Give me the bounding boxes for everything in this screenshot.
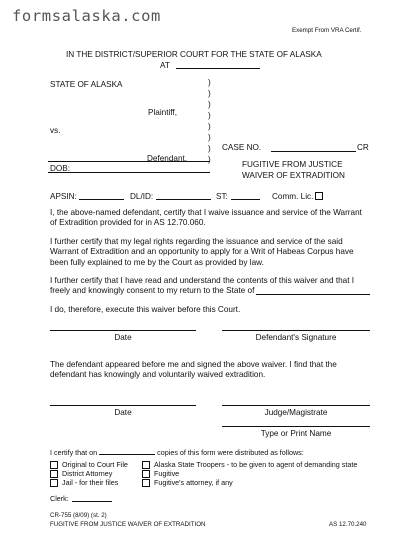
checkbox-fugitive[interactable] xyxy=(142,470,150,478)
distribution-intro-b: copies of this form were distributed as follows: xyxy=(157,448,304,457)
form-title-line1: FUGITIVE FROM JUSTICE xyxy=(242,160,343,169)
checkbox-district-attorney[interactable] xyxy=(50,470,58,478)
paragraph-appearance-line1: The defendant appeared before me and signed the above waiver. I find that the xyxy=(50,360,337,369)
clerk-field[interactable] xyxy=(72,501,112,502)
dob-label: DOB: xyxy=(50,164,71,173)
judge-label: Judge/Magistrate xyxy=(264,408,328,417)
paragraph-waiver xyxy=(50,208,370,229)
state-of-alaska: STATE OF ALASKA xyxy=(50,80,123,89)
st-field[interactable] xyxy=(231,199,260,200)
clerk-label: Clerk: xyxy=(50,494,69,503)
judge-signature-field[interactable] xyxy=(222,405,370,406)
case-no-field[interactable] xyxy=(271,151,356,152)
paragraph-waiver-line1: I, the above-named defendant, certify that I waive issuance and service of the Warrant xyxy=(50,208,362,217)
paragraph-consent-line2: freely and knowingly consent to my return to the State of xyxy=(50,286,255,296)
distribution-intro-a: I certify that on xyxy=(50,448,98,457)
paragraph-rights-line1: I further certify that my legal rights regarding the issuance and service of the said xyxy=(50,237,343,246)
judge-name-field[interactable] xyxy=(222,426,370,427)
paragraph-waiver-line2: of Extradition provided for in AS 12.70.060. xyxy=(50,218,206,228)
caption-paren-5: ) xyxy=(208,122,211,131)
dlid-label: DL/ID: xyxy=(130,192,154,201)
dist-district-attorney: District Attorney xyxy=(62,469,113,478)
plaintiff-label: Plaintiff, xyxy=(148,108,177,117)
footer-statute: AS 12.70.240 xyxy=(329,521,367,528)
apsin-label: APSIN: xyxy=(50,192,77,201)
vs-label: vs. xyxy=(50,126,61,135)
form-number: CR-755 (8/09) (st. 2) xyxy=(50,512,107,519)
defendant-name-field[interactable] xyxy=(48,161,210,162)
date-label-2: Date xyxy=(114,408,132,417)
paragraph-rights xyxy=(50,237,370,268)
footer-title: FUGITIVE FROM JUSTICE WAIVER OF EXTRADITION xyxy=(50,521,206,528)
caption-paren-7: ) xyxy=(208,144,211,153)
st-label: ST: xyxy=(216,192,228,201)
comm-lic-checkbox[interactable] xyxy=(315,192,323,200)
checkbox-court-file[interactable] xyxy=(50,461,58,469)
paragraph-rights-line2: Warrant of Extradition and an opportunity to apply for a Writ of Habeas Corpus have xyxy=(50,247,354,257)
distribution-intro xyxy=(50,448,304,457)
caption-paren-4: ) xyxy=(208,111,211,120)
caption-paren-8: ) xyxy=(208,155,211,164)
checkbox-state-troopers[interactable] xyxy=(142,461,150,469)
caption-paren-3: ) xyxy=(208,100,211,109)
caption-paren-1: ) xyxy=(208,78,211,87)
paragraph-consent-line1: I further certify that I have read and understand the contents of this waiver and that I xyxy=(50,276,355,285)
type-name-label: Type or Print Name xyxy=(260,429,332,438)
court-heading: IN THE DISTRICT/SUPERIOR COURT FOR THE STATE OF ALASKA xyxy=(66,50,322,59)
paragraph-appearance-line2: defendant has knowingly and voluntarily waived extradition. xyxy=(50,370,266,380)
court-location-field[interactable] xyxy=(176,68,260,69)
watermark: formsalaska.com xyxy=(12,7,161,25)
dist-fugitive: Fugitive xyxy=(154,469,180,478)
caption-paren-6: ) xyxy=(208,133,211,142)
court-at-label: AT xyxy=(160,61,170,70)
dob-field[interactable] xyxy=(48,172,210,173)
paragraph-appearance xyxy=(50,360,370,381)
judge-date-field[interactable] xyxy=(50,405,196,406)
paragraph-rights-line3: been fully explained to me by the Court as provided by law. xyxy=(50,257,264,267)
comm-lic-label: Comm. Lic. xyxy=(272,192,314,201)
defendant-date-field[interactable] xyxy=(50,330,196,331)
distribution-date-field[interactable] xyxy=(99,448,155,455)
form-title-line2: WAIVER OF EXTRADITION xyxy=(242,171,345,180)
dist-jail: Jail - for their files xyxy=(62,478,119,487)
apsin-field[interactable] xyxy=(79,199,124,200)
defendant-label: Defendant. xyxy=(147,154,188,163)
return-state-field[interactable] xyxy=(256,294,370,295)
dist-state-troopers: Alaska State Troopers - to be given to agent of demanding state xyxy=(154,460,358,469)
defendant-signature-label: Defendant's Signature xyxy=(255,333,337,342)
dist-court-file: Original to Court File xyxy=(62,460,128,469)
dist-fugitive-attorney: Fugitive's attorney, if any xyxy=(154,478,233,487)
paragraph-execute: I do, therefore, execute this waiver before this Court. xyxy=(50,305,241,314)
date-label-1: Date xyxy=(114,333,132,342)
defendant-signature-field[interactable] xyxy=(222,330,370,331)
dlid-field[interactable] xyxy=(156,199,211,200)
exempt-note: Exempt From VRA Certif. xyxy=(292,27,362,34)
cr-label: CR xyxy=(357,143,369,152)
checkbox-fugitive-attorney[interactable] xyxy=(142,479,150,487)
case-no-label: CASE NO. xyxy=(222,143,262,152)
caption-paren-2: ) xyxy=(208,89,211,98)
checkbox-jail[interactable] xyxy=(50,479,58,487)
